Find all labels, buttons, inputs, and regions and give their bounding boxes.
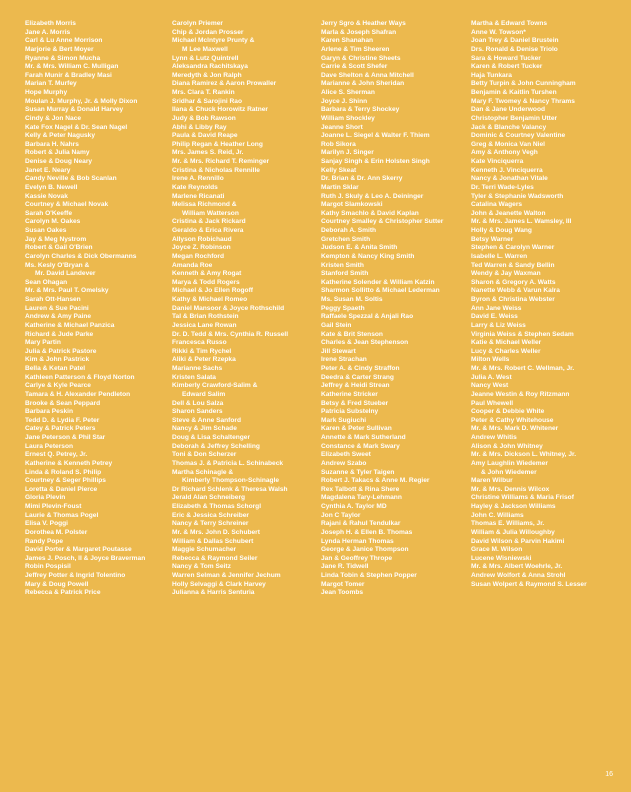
donor-name: Rob Sikora (321, 140, 356, 148)
donor-name: Katie & Michael Weller (471, 339, 542, 347)
donor-name: Dorothea M. Polster (25, 528, 88, 536)
donor-name: Carolyn Charles & Dick Obermanns (25, 252, 137, 260)
donor-name: Robert & Gail O'Brien (25, 244, 93, 252)
donor-name: Linda Tobin & Stephen Popper (321, 572, 417, 579)
donor-name: Hope Murphy (25, 89, 68, 96)
donor-name: George & Janice Thompson (321, 546, 409, 554)
donor-name: Barbara & Terry Shockey (321, 106, 400, 114)
donor-name: Carl & Lu Anne Morrison (25, 37, 103, 45)
donor-name: Suzanne & Tyler Taigen (321, 468, 395, 476)
donor-name: Mary & Doug Powell (25, 580, 89, 588)
donor-name: Lucy & Charles Weller (471, 347, 541, 355)
donor-name: Andrew & Amy Paine (25, 313, 92, 321)
donor-name: Melissa Richmond & (172, 201, 237, 209)
donor-name: William & Julia Willoughby (471, 528, 555, 536)
donor-name: Warren Selman & Jennifer Jechum (172, 572, 281, 579)
donor-name: Tedd D. & Lydia F. Peter (25, 416, 100, 424)
donor-name: Susan Oakes (25, 227, 67, 234)
donor-name: Julia A. West (471, 373, 512, 381)
donor-name: Kelly Skeat (321, 166, 357, 174)
donor-name: Megan Rochford (172, 252, 225, 260)
donor-name: Karen Shanahan (321, 37, 374, 45)
donor-column-3 (321, 20, 443, 598)
page-number: 16 (605, 771, 613, 778)
donor-name: Kristen Smith (321, 261, 364, 269)
donor-name: Constance & Mark Swary (321, 442, 400, 450)
donor-column-1 (25, 20, 145, 598)
donor-name: Kassie Novak (25, 192, 68, 200)
donor-name: John C. Williams (471, 511, 524, 519)
donor-name: Lucene Wisniewski (471, 554, 532, 562)
donor-name: Mr. & Mrs. Dennis Wilcox (471, 485, 550, 493)
donor-name: Kenneth & Amy Rogat (172, 270, 242, 278)
donor-name: Mary Partin (25, 339, 61, 347)
donor-name: Jeffrey Potter & Ingrid Tolentino (25, 572, 126, 579)
donor-name: Courtney Smalley & Christopher Sutter (321, 218, 444, 226)
donor-name: Cooper & Debbie White (471, 408, 545, 416)
donor-name: Tal & Brian Rothstein (172, 313, 239, 321)
donor-name: Catey & Patrick Peters (25, 425, 96, 433)
donor-name: David Wilson & Parvin Hakimi (471, 537, 565, 545)
donor-name: Betsy Warner (471, 235, 514, 243)
donor-name: Katherine & Kenneth Petrey (25, 459, 113, 467)
donor-name: Jerry Sgro & Heather Ways (321, 20, 406, 27)
donor-name: Tyler & Stephanie Wadsworth (471, 192, 564, 200)
donor-name: Cristina & Jack Rickard (172, 218, 246, 226)
donor-name: Mrs. James S. Reid, Jr. (172, 149, 244, 157)
donor-name: Rebecca & Patrick Price (25, 589, 101, 597)
donor-name: Susan Wolpert & Raymond S. Lesser (471, 580, 587, 588)
donor-name: William & Dallas Schubert (172, 537, 254, 545)
donor-name: Marya & Todd Rogers (172, 278, 240, 286)
donor-column-2 (172, 20, 288, 598)
donor-name: Rajani & Rahul Tendulkar (321, 520, 401, 528)
donor-name: Paul Whewell (471, 399, 514, 407)
donor-name: Mr. & Mrs. Paul T. Omelsky (25, 287, 109, 295)
donor-name: Alison & John Whitney (471, 442, 543, 450)
donor-name: Jane R. Tidwell (321, 563, 369, 571)
donor-name: Daniel Mansoor & Joyce Rothschild (172, 304, 285, 312)
donor-name: Nancy West (471, 382, 509, 390)
donor-name: Sharon Sanders (172, 408, 223, 416)
donor-name: Margot Slamkowski (321, 201, 383, 209)
donor-name: Sara & Howard Tucker (471, 54, 541, 62)
donor-name: Ted Warren & Sandy Bellin (471, 261, 555, 269)
donor-name: Robert & Julia Namy (25, 149, 90, 157)
donor-name: Mr. & Mrs. James L. Wamsley, III (471, 218, 572, 226)
donor-name: Dominic & Courtney Valentine (471, 132, 566, 140)
donor-name: Wendy & Jay Waxman (471, 270, 541, 278)
donor-name: Benjamin & Kaitlin Turshen (471, 89, 557, 96)
donor-name: Ann Jane Weiss (471, 304, 522, 312)
donor-name: Janet E. Neary (25, 166, 71, 174)
donor-name: Martha Schinagle & (172, 468, 234, 476)
donor-name: Mr. & Mrs. Albert Woehrle, Jr. (471, 563, 563, 571)
donor-name: William Watterson (182, 209, 239, 217)
donor-name: M Lee Maxwell (182, 45, 228, 53)
donor-name: Margot Tomer (321, 580, 365, 588)
donor-name: Stephen & Carolyn Warner (471, 244, 555, 252)
donor-name: Jean Toombs (321, 589, 364, 597)
donor-name: Ilana & Chuck Horowitz Ratner (172, 106, 268, 114)
donor-name: Marian T. Murfey (25, 80, 77, 88)
donor-name: Steve & Anne Sanford (172, 416, 242, 424)
donor-name: Carlye & Kyle Pearce (25, 382, 91, 390)
donor-name: Joseph H. & Ellen B. Thomas (321, 528, 413, 536)
donor-name: Greg & Monica Van Niel (471, 140, 546, 148)
donor-name: Kathleen Patterson & Floyd Norton (25, 373, 135, 381)
donor-name: Abhi & Libby Ray (172, 123, 227, 131)
donor-name: Lauren & Sue Pacini (25, 304, 89, 312)
donor-name: Moulan J. Murphy, Jr. & Molly Dixon (25, 97, 138, 105)
donor-name: & John Wiedemer (481, 468, 537, 476)
donor-name: Mr. & Mrs. Dickson L. Whitney, Jr. (471, 451, 577, 459)
donor-name: Nancy & Jim Schade (172, 425, 237, 433)
donor-name: Mr. & Mrs. Richard T. Reminger (172, 158, 270, 165)
donor-name: Karen & Peter Sullivan (321, 425, 392, 433)
donor-name: Katherine & Michael Panzica (25, 321, 115, 329)
donor-name: Elizabeth Sweet (321, 451, 371, 459)
donor-name: Kate Reynolds (172, 183, 218, 191)
donor-name: Michael McIntyre Prunty & (172, 37, 255, 45)
donor-name: Raffaele Spezzal & Anjali Rao (321, 313, 414, 321)
donor-name: Mrs. Clara T. Rankin (172, 89, 235, 96)
donor-name: Kathy & Michael Romeo (172, 296, 248, 303)
donor-name: Patricia Substelny (321, 408, 379, 416)
donor-name: Garyn & Christine Sheets (321, 54, 401, 62)
donor-name: Toni & Don Scherzer (172, 451, 237, 459)
donor-name: Aliki & Peter Rzepka (172, 356, 236, 364)
donor-name: David Porter & Margaret Poutasse (25, 546, 132, 554)
donor-name: Nancy & Jonathan Vitale (471, 175, 548, 183)
donor-name: Joan Trey & Daniel Brustein (471, 37, 559, 45)
donor-name: Dr. D. Tedd & Mrs. Cynthia R. Russell (172, 330, 289, 338)
donor-name: Mimi Plevin-Foust (25, 503, 82, 510)
donor-name: Deborah A. Smith (321, 227, 377, 234)
donor-name: Kate Vinciquerra (471, 158, 524, 165)
donor-name: Andrew Szabo (321, 459, 367, 467)
donor-name: Nancy & Terry Schreiner (172, 520, 249, 528)
donor-name: Marianne Sachs (172, 365, 223, 372)
donor-column-4 (471, 20, 587, 589)
donor-name: Philip Regan & Heather Long (172, 140, 263, 148)
donor-name: Courtney & Michael Novak (25, 201, 109, 209)
donor-name: Judson E. & Anita Smith (321, 244, 398, 252)
donor-name: Carrie & Scott Shefer (321, 63, 388, 71)
donor-name: Judy & Bob Rawson (172, 114, 236, 122)
donor-name: Martha & Edward Towns (471, 20, 548, 27)
donor-name: Marilyn J. Singer (321, 149, 374, 157)
donor-name: Rikki & Tim Rychel (172, 347, 232, 355)
donor-name: Eric & Jessica Schreiber (172, 511, 249, 519)
donor-name: Kempton & Nancy King Smith (321, 252, 415, 260)
donor-name: Mr. & Mrs. Mark D. Whitener (471, 425, 559, 433)
donor-name: Lynn & Lutz Quintrell (172, 54, 239, 62)
donor-name: Ms. Kesly O'Bryan & (25, 261, 90, 269)
donor-name: Laura Peterson (25, 442, 74, 450)
donor-name: Amanda Roe (172, 261, 213, 269)
donor-name: Peter & Cathy Whitehouse (471, 416, 554, 424)
donor-name: Kim & John Pastrick (25, 356, 90, 364)
donor-name: Hayley & Jackson Williams (471, 503, 556, 510)
donor-name: Robin Pospisil (25, 563, 71, 571)
donor-name: Charles & Jean Stephenson (321, 339, 409, 347)
donor-name: Carolyn M. Oakes (25, 218, 81, 226)
donor-name: Denise & Doug Neary (25, 158, 93, 165)
donor-name: Mr. David Landever (35, 270, 96, 278)
donor-name: Amy Laughlin Wiedemer (471, 459, 548, 467)
donor-name: Joyce Z. Robinson (172, 244, 231, 252)
donor-name: Arlene & Tim Sheeren (321, 45, 390, 53)
donor-name: Holly Selvaggi & Clark Harvey (172, 580, 266, 588)
donor-name: Rex Talbott & Rina Shere (321, 485, 400, 493)
donor-name: Byron & Christina Webster (471, 296, 555, 303)
donor-name: Evelyn B. Newell (25, 183, 78, 191)
donor-name: Julianna & Harris Senturia (172, 589, 255, 597)
donor-name: Michael & Jo Ellen Rogoff (172, 287, 253, 295)
donor-name: Katherine Stricker (321, 390, 378, 398)
donor-name: Marla & Joseph Shafran (321, 28, 397, 36)
donor-name: Larry & Liz Weiss (471, 321, 526, 329)
donor-name: Sharon & Gregory A. Watts (471, 278, 556, 286)
donor-name: Andrew Wolfort & Anna Strohl (471, 572, 566, 579)
donor-name: Julia & Patrick Pastore (25, 347, 97, 355)
donor-name: Sridhar & Sarojini Rao (172, 97, 242, 105)
donor-name: Carolyn Priemer (172, 20, 223, 27)
donor-name: Gloria Plevin (25, 494, 66, 502)
donor-name: Kate & Brit Stenson (321, 330, 383, 338)
donor-name: Dr. Brian & Dr. Ann Skerry (321, 175, 403, 183)
donor-name: Christine Williams & Maria Frisof (471, 494, 574, 502)
donor-name: Elisa V. Poggi (25, 520, 68, 528)
donor-name: Karen & Robert Tucker (471, 63, 543, 71)
donor-name: Barbara H. Nahrs (25, 140, 79, 148)
donor-name: Aleksandra Rachitskaya (172, 63, 248, 71)
donor-name: Katherine Solender & William Katzin (321, 278, 435, 286)
donor-name: Milton Wells (471, 356, 510, 364)
donor-name: Nanette Webb & Varun Kalra (471, 287, 560, 295)
donor-name: Jeanne Short (321, 123, 363, 131)
donor-name: Jerald Alan Schneiberg (172, 494, 246, 502)
donor-name: Jane A. Morris (25, 28, 71, 36)
donor-name: Lynda Herman Thomas (321, 537, 394, 545)
donor-name: Betty Turpin & John Cunningham (471, 80, 576, 88)
donor-name: David E. Weiss (471, 313, 518, 321)
donor-name: Brooke & Sean Peppard (25, 399, 101, 407)
donor-name: Magdalena Tary-Lehmann (321, 494, 402, 502)
donor-name: Sarah O'Keeffe (25, 209, 73, 217)
donor-name: Richard & Jude Parke (25, 330, 94, 338)
donor-name: Jon C Taylor (321, 511, 361, 519)
donor-name: Cynthia A. Taylor MD (321, 503, 387, 510)
donor-name: Anne W. Towson* (471, 28, 526, 36)
donor-name: Jill Stewart (321, 347, 356, 355)
donor-name: Paula & David Reape (172, 132, 238, 140)
donor-name: Mary F. Twomey & Nancy Thrams (471, 97, 575, 105)
donor-name: Irene A. Rennillo (172, 175, 224, 183)
donor-name: Kimberly Thompson-Schinagle (182, 477, 280, 485)
donor-name: Chip & Jordan Prosser (172, 28, 244, 36)
donor-name: Randy Pope (25, 537, 64, 545)
donor-name: Ernest Q. Petrey, Jr. (25, 451, 88, 459)
donor-name: Sanjay Singh & Erin Holsten Singh (321, 158, 430, 165)
donor-name: Barbara Peskin (25, 408, 74, 416)
donor-name: Alice S. Sherman (321, 89, 375, 96)
donor-name: Joyce J. Shinn (321, 97, 368, 105)
donor-name: Meredyth & Jon Ralph (172, 71, 242, 79)
donor-name: Sarah Ott-Hansen (25, 296, 81, 303)
donor-name: Dr Richard Schlenk & Theresa Walsh (172, 485, 288, 493)
donor-name: James J. Posch, II & Joyce Braverman (25, 554, 146, 562)
donor-name: Thomas J. & Patricia L. Schinabeck (172, 459, 284, 467)
donor-name: Mr. & Mrs. William C. Mulligan (25, 63, 119, 71)
donor-name: Dr. Terri Wade-Lyles (471, 183, 534, 191)
donor-name: Annette & Mark Sutherland (321, 434, 406, 441)
donor-name: Virginia Weiss & Stephen Sedam (471, 330, 574, 338)
donor-name: Jane Peterson & Phil Star (25, 434, 106, 441)
donor-name: Maren Wilbur (471, 477, 513, 485)
donor-name: Holly & Doug Wang (471, 227, 532, 234)
donor-name: Thomas E. Williams, Jr. (471, 520, 545, 528)
donor-name: Farah Munir & Bradley Masi (25, 71, 112, 79)
donor-name: Candy Neville & Bob Scanlan (25, 175, 117, 183)
donor-name: Cristina & Nicholas Rennille (172, 166, 260, 174)
donor-name: William Shockley (321, 114, 375, 122)
donor-name: Isabelle L. Warren (471, 252, 528, 260)
donor-name: Tamara & H. Alexander Pendleton (25, 390, 131, 398)
donor-name: Geraldo & Erica Rivera (172, 227, 244, 234)
donor-name: Elizabeth Morris (25, 20, 76, 27)
donor-name: Diana Ramirez & Aaron Prowaller (172, 80, 277, 88)
donor-name: Deborah & Jeffrey Schelling (172, 442, 260, 450)
donor-name: Dave Shelton & Anna Mitchell (321, 71, 414, 79)
donor-name: Sean Ohagan (25, 278, 68, 286)
donor-name: Christopher Benjamin Utter (471, 114, 558, 122)
donor-name: Ms. Susan M. Soltis (321, 296, 383, 303)
donor-name: Allyson Robichaud (172, 235, 232, 243)
donor-name: Amy & Anthony Vegh (471, 149, 538, 157)
donor-name: Kimberly Crawford-Salim & (172, 382, 258, 390)
donor-name: Deedra & Carter Strang (321, 373, 394, 381)
donor-name: Mr. & Mrs. John D. Schubert (172, 528, 260, 536)
donor-name: Mr. & Mrs. Robert C. Wellman, Jr. (471, 365, 575, 372)
donor-name: Jeanne Westin & Roy Ritzmann (471, 390, 570, 398)
donor-name: Marlene Ricanati (172, 192, 225, 200)
donor-name: Laurie & Thomas Pogel (25, 511, 99, 519)
donor-name: Jack & Blanche Valancy (471, 123, 547, 131)
donor-name: Martin Sklar (321, 183, 359, 191)
donor-name: Kate Fox Nagel & Dr. Sean Nagel (25, 123, 128, 131)
donor-name: Gretchen Smith (321, 235, 371, 243)
donor-name: Jeffrey & Heidi Strean (321, 382, 390, 390)
donor-name: Joanne L. Siegel & Walter F. Thiem (321, 132, 430, 140)
donor-name: Nancy & Tom Seitz (172, 563, 231, 571)
donor-name: Kenneth J. Vinciquerra (471, 166, 543, 174)
donor-name: Bella & Ketan Patel (25, 365, 86, 372)
donor-name: Peter A. & Cindy Straffon (321, 365, 400, 372)
donor-name: Ryanne & Simon Mucha (25, 54, 101, 62)
donor-name: Haja Tunkara (471, 71, 512, 79)
donor-name: Andrew Whitis (471, 434, 517, 441)
donor-name: Courtney & Seger Phillips (25, 477, 106, 485)
donor-name: Jessica Lane Rowan (172, 321, 237, 329)
donor-name: Catalina Wagers (471, 201, 523, 209)
donor-name: Susan Murray & Donald Harvey (25, 106, 124, 114)
donor-name: Marianne & John Sheridan (321, 80, 405, 88)
donor-name: Kathy Smachlo & David Kaplan (321, 209, 419, 217)
donor-name: Doug & Lisa Schaltenger (172, 434, 251, 441)
donor-name: Marjorie & Bert Moyer (25, 45, 94, 53)
donor-name: Maggie Schumacher (172, 546, 237, 554)
donor-name: Sharmon Sollitto & Michael Lederman (321, 287, 440, 295)
donor-name: Drs. Ronald & Denise Triolo (471, 45, 558, 53)
donor-name: Mark Sugiuchi (321, 416, 367, 424)
donor-name: Kelly & Peter Nagusky (25, 132, 95, 140)
donor-name: Betsy & Fred Stueber (321, 399, 389, 407)
donor-name: Ruth J. Skuly & Leo A. Deininger (321, 192, 424, 200)
donor-name: John & Jeanette Walton (471, 209, 546, 217)
donor-name: Gail Stein (321, 321, 352, 329)
donor-name: Irene Strachan (321, 356, 367, 364)
donor-name: Stanford Smith (321, 270, 369, 278)
donor-name: Rebecca & Raymond Seiler (172, 554, 258, 562)
donor-name: Grace M. Wilson (471, 546, 523, 554)
donor-name: Peggy Spaeth (321, 304, 365, 312)
donor-name: Kristen Salata (172, 373, 216, 381)
donor-name: Dell & Lou Salza (172, 399, 224, 407)
donor-name: Edward Salim (182, 390, 226, 398)
donor-name: Robert J. Takacs & Anne M. Regier (321, 477, 430, 485)
donor-name: Loretta & Daniel Pierce (25, 485, 98, 493)
donor-name: Cindy & Jon Nace (25, 114, 82, 122)
donor-name: Francesca Russo (172, 339, 227, 347)
donor-name: Elizabeth & Thomas Schorgl (172, 503, 262, 510)
donor-name: Dan & Jane Underwood (471, 106, 546, 114)
donor-name: Jay & Meg Nystrom (25, 235, 87, 243)
donor-name: Jan & Geoffrey Thrope (321, 554, 393, 562)
donor-name: Linda & Roland S. Philip (25, 468, 102, 476)
